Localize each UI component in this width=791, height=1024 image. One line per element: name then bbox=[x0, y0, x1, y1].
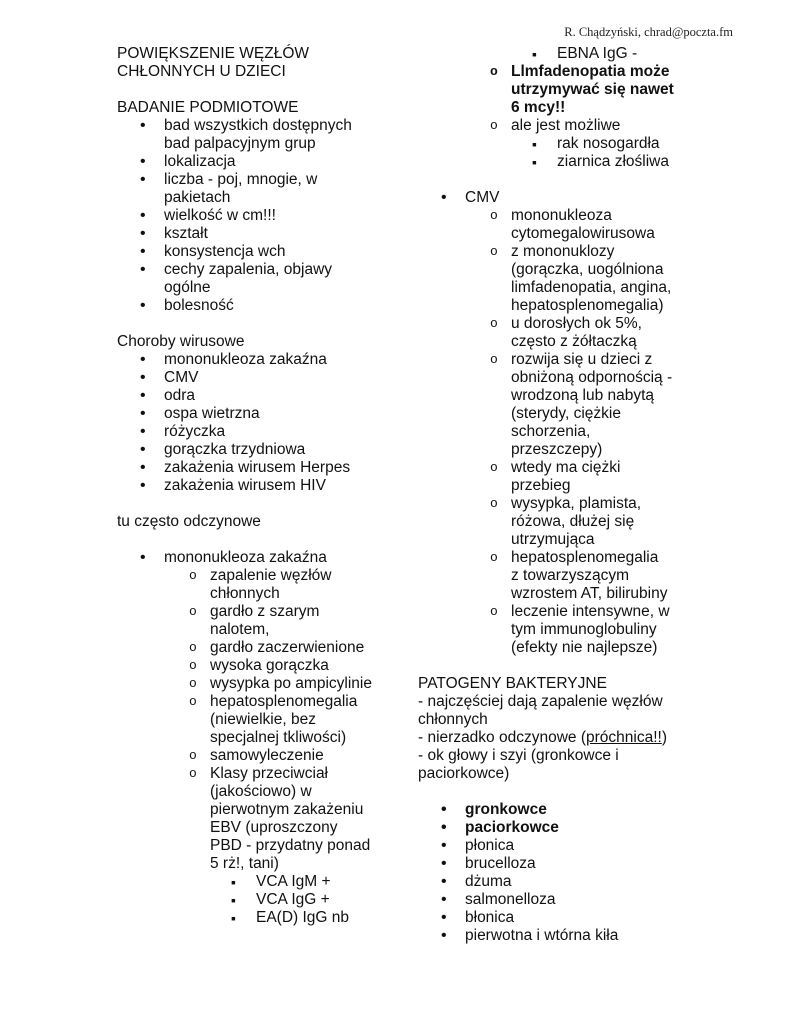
cmv-heading: • CMV bbox=[465, 189, 718, 207]
list-item: • paciorkowce bbox=[465, 819, 718, 837]
list-item: o u dorosłych ok 5%, często z żółtaczką bbox=[511, 315, 718, 351]
underlined-text: próchnica!! bbox=[586, 729, 662, 746]
list-item: • płonica bbox=[465, 837, 718, 855]
note-text: tu często odczynowe bbox=[117, 513, 261, 530]
bact-line: chłonnych bbox=[418, 711, 488, 728]
list-item: ▪ ziarnica złośliwa bbox=[557, 153, 718, 171]
ebv-list bbox=[117, 873, 417, 927]
badanie-list bbox=[117, 117, 417, 315]
bact-line: - nierzadko odczynowe (próchnica!!) bbox=[418, 729, 667, 746]
list-item: • pierwotna i wtórna kiła bbox=[465, 927, 718, 945]
list-item: • odra bbox=[164, 387, 417, 405]
choroby-list bbox=[117, 351, 417, 495]
list-item: • bad wszystkich dostępnych bad palpacyjnym grup bbox=[164, 117, 417, 153]
list-item: • błonica bbox=[465, 909, 718, 927]
list-item: o leczenie intensywne, w tym immunoglobuliny (efekty nie najlepsze) bbox=[511, 603, 718, 657]
page-header: R. Chądzyński, chrad@poczta.fm bbox=[564, 25, 733, 39]
list-item: • konsystencja wch bbox=[164, 243, 417, 261]
cmv-sublist bbox=[418, 207, 718, 657]
section-heading-choroby: Choroby wirusowe bbox=[117, 333, 245, 350]
list-item: o wysoka gorączka bbox=[210, 657, 417, 675]
list-item: • kształt bbox=[164, 225, 417, 243]
list-item: o ale jest możliwe bbox=[511, 117, 718, 135]
bact-line: - ok głowy i szyi (gronkowce i bbox=[418, 747, 619, 764]
list-item: • lokalizacja bbox=[164, 153, 417, 171]
title-line-2: CHŁONNYCH U DZIECI bbox=[117, 63, 286, 80]
list-item: o wtedy ma ciężki przebieg bbox=[511, 459, 718, 495]
mono-list bbox=[117, 549, 417, 567]
list-item: • gorączka trzydniowa bbox=[164, 441, 417, 459]
list-item: o zapalenie węzłów chłonnych bbox=[210, 567, 417, 603]
right-column bbox=[418, 45, 718, 945]
list-item: • brucelloza bbox=[465, 855, 718, 873]
section-heading-bakteryjne: PATOGENY BAKTERYJNE bbox=[418, 675, 607, 692]
list-item: • zakażenia wirusem Herpes bbox=[164, 459, 417, 477]
list-item: • ospa wietrzna bbox=[164, 405, 417, 423]
limf-list bbox=[418, 63, 718, 135]
list-item: • CMV bbox=[164, 369, 417, 387]
mono-heading: • mononukleoza zakaźna bbox=[164, 549, 417, 567]
list-item: o hepatosplenomegalia (niewielkie, bez specjalnej tkliwości) bbox=[210, 693, 417, 747]
bact-line: paciorkowce) bbox=[418, 765, 510, 782]
list-item: ▪ rak nosogardła bbox=[557, 135, 718, 153]
ebna-list bbox=[418, 45, 718, 63]
list-item: • zakażenia wirusem HIV bbox=[164, 477, 417, 495]
list-item: • wielkość w cm!!! bbox=[164, 207, 417, 225]
list-item: • salmonelloza bbox=[465, 891, 718, 909]
list-item: • dżuma bbox=[465, 873, 718, 891]
list-item: • gronkowce bbox=[465, 801, 718, 819]
list-item: ▪ VCA IgG + bbox=[256, 891, 417, 909]
list-item: o wysypka po ampicylinie bbox=[210, 675, 417, 693]
list-item: o gardło z szarym nalotem, bbox=[210, 603, 417, 639]
list-item: o hepatosplenomegalia z towarzyszącym wzrostem AT, bilirubiny bbox=[511, 549, 718, 603]
list-item: o mononukleoza cytomegalowirusowa bbox=[511, 207, 718, 243]
list-item: • różyczka bbox=[164, 423, 417, 441]
list-item: o z mononuklozy (gorączka, uogólniona limfadenopatia, angina, hepatosplenomegalia) bbox=[511, 243, 718, 315]
section-heading-badanie: BADANIE PODMIOTOWE bbox=[117, 99, 299, 116]
cmv-list bbox=[418, 189, 718, 207]
list-item: • mononukleoza zakaźna bbox=[164, 351, 417, 369]
list-item: ▪ VCA IgM + bbox=[256, 873, 417, 891]
list-item: o rozwija się u dzieci z obniżoną odpornością - wrodzoną lub nabytą (sterydy, ciężkie schorzenia, przeszczepy) bbox=[511, 351, 718, 459]
list-item: o wysypka, plamista, różowa, dłużej się utrzymująca bbox=[511, 495, 718, 549]
ale-list bbox=[418, 135, 718, 171]
title-line-1: POWIĘKSZENIE WĘZŁÓW bbox=[117, 45, 310, 62]
list-item: o Klasy przeciwciał (jakościowo) w pierwotnym zakażeniu EBV (uproszczony PBD - przydatny ponad 5 rż!, tani) bbox=[210, 765, 417, 873]
bact-list bbox=[418, 801, 718, 945]
list-item: ▪ EA(D) IgG nb bbox=[256, 909, 417, 927]
left-column bbox=[117, 45, 417, 927]
list-item: • cechy zapalenia, objawy ogólne bbox=[164, 261, 417, 297]
mono-sublist bbox=[117, 567, 417, 873]
list-item: o samowyleczenie bbox=[210, 747, 417, 765]
list-item: o gardło zaczerwienione bbox=[210, 639, 417, 657]
bact-line: - najczęściej dają zapalenie węzłów bbox=[418, 693, 663, 710]
list-item: • bolesność bbox=[164, 297, 417, 315]
list-item: o Llmfadenopatia może utrzymywać się nawet 6 mcy!! bbox=[511, 63, 718, 117]
list-item: • liczba - poj, mnogie, w pakietach bbox=[164, 171, 417, 207]
list-item: ▪ EBNA IgG - bbox=[557, 45, 718, 63]
